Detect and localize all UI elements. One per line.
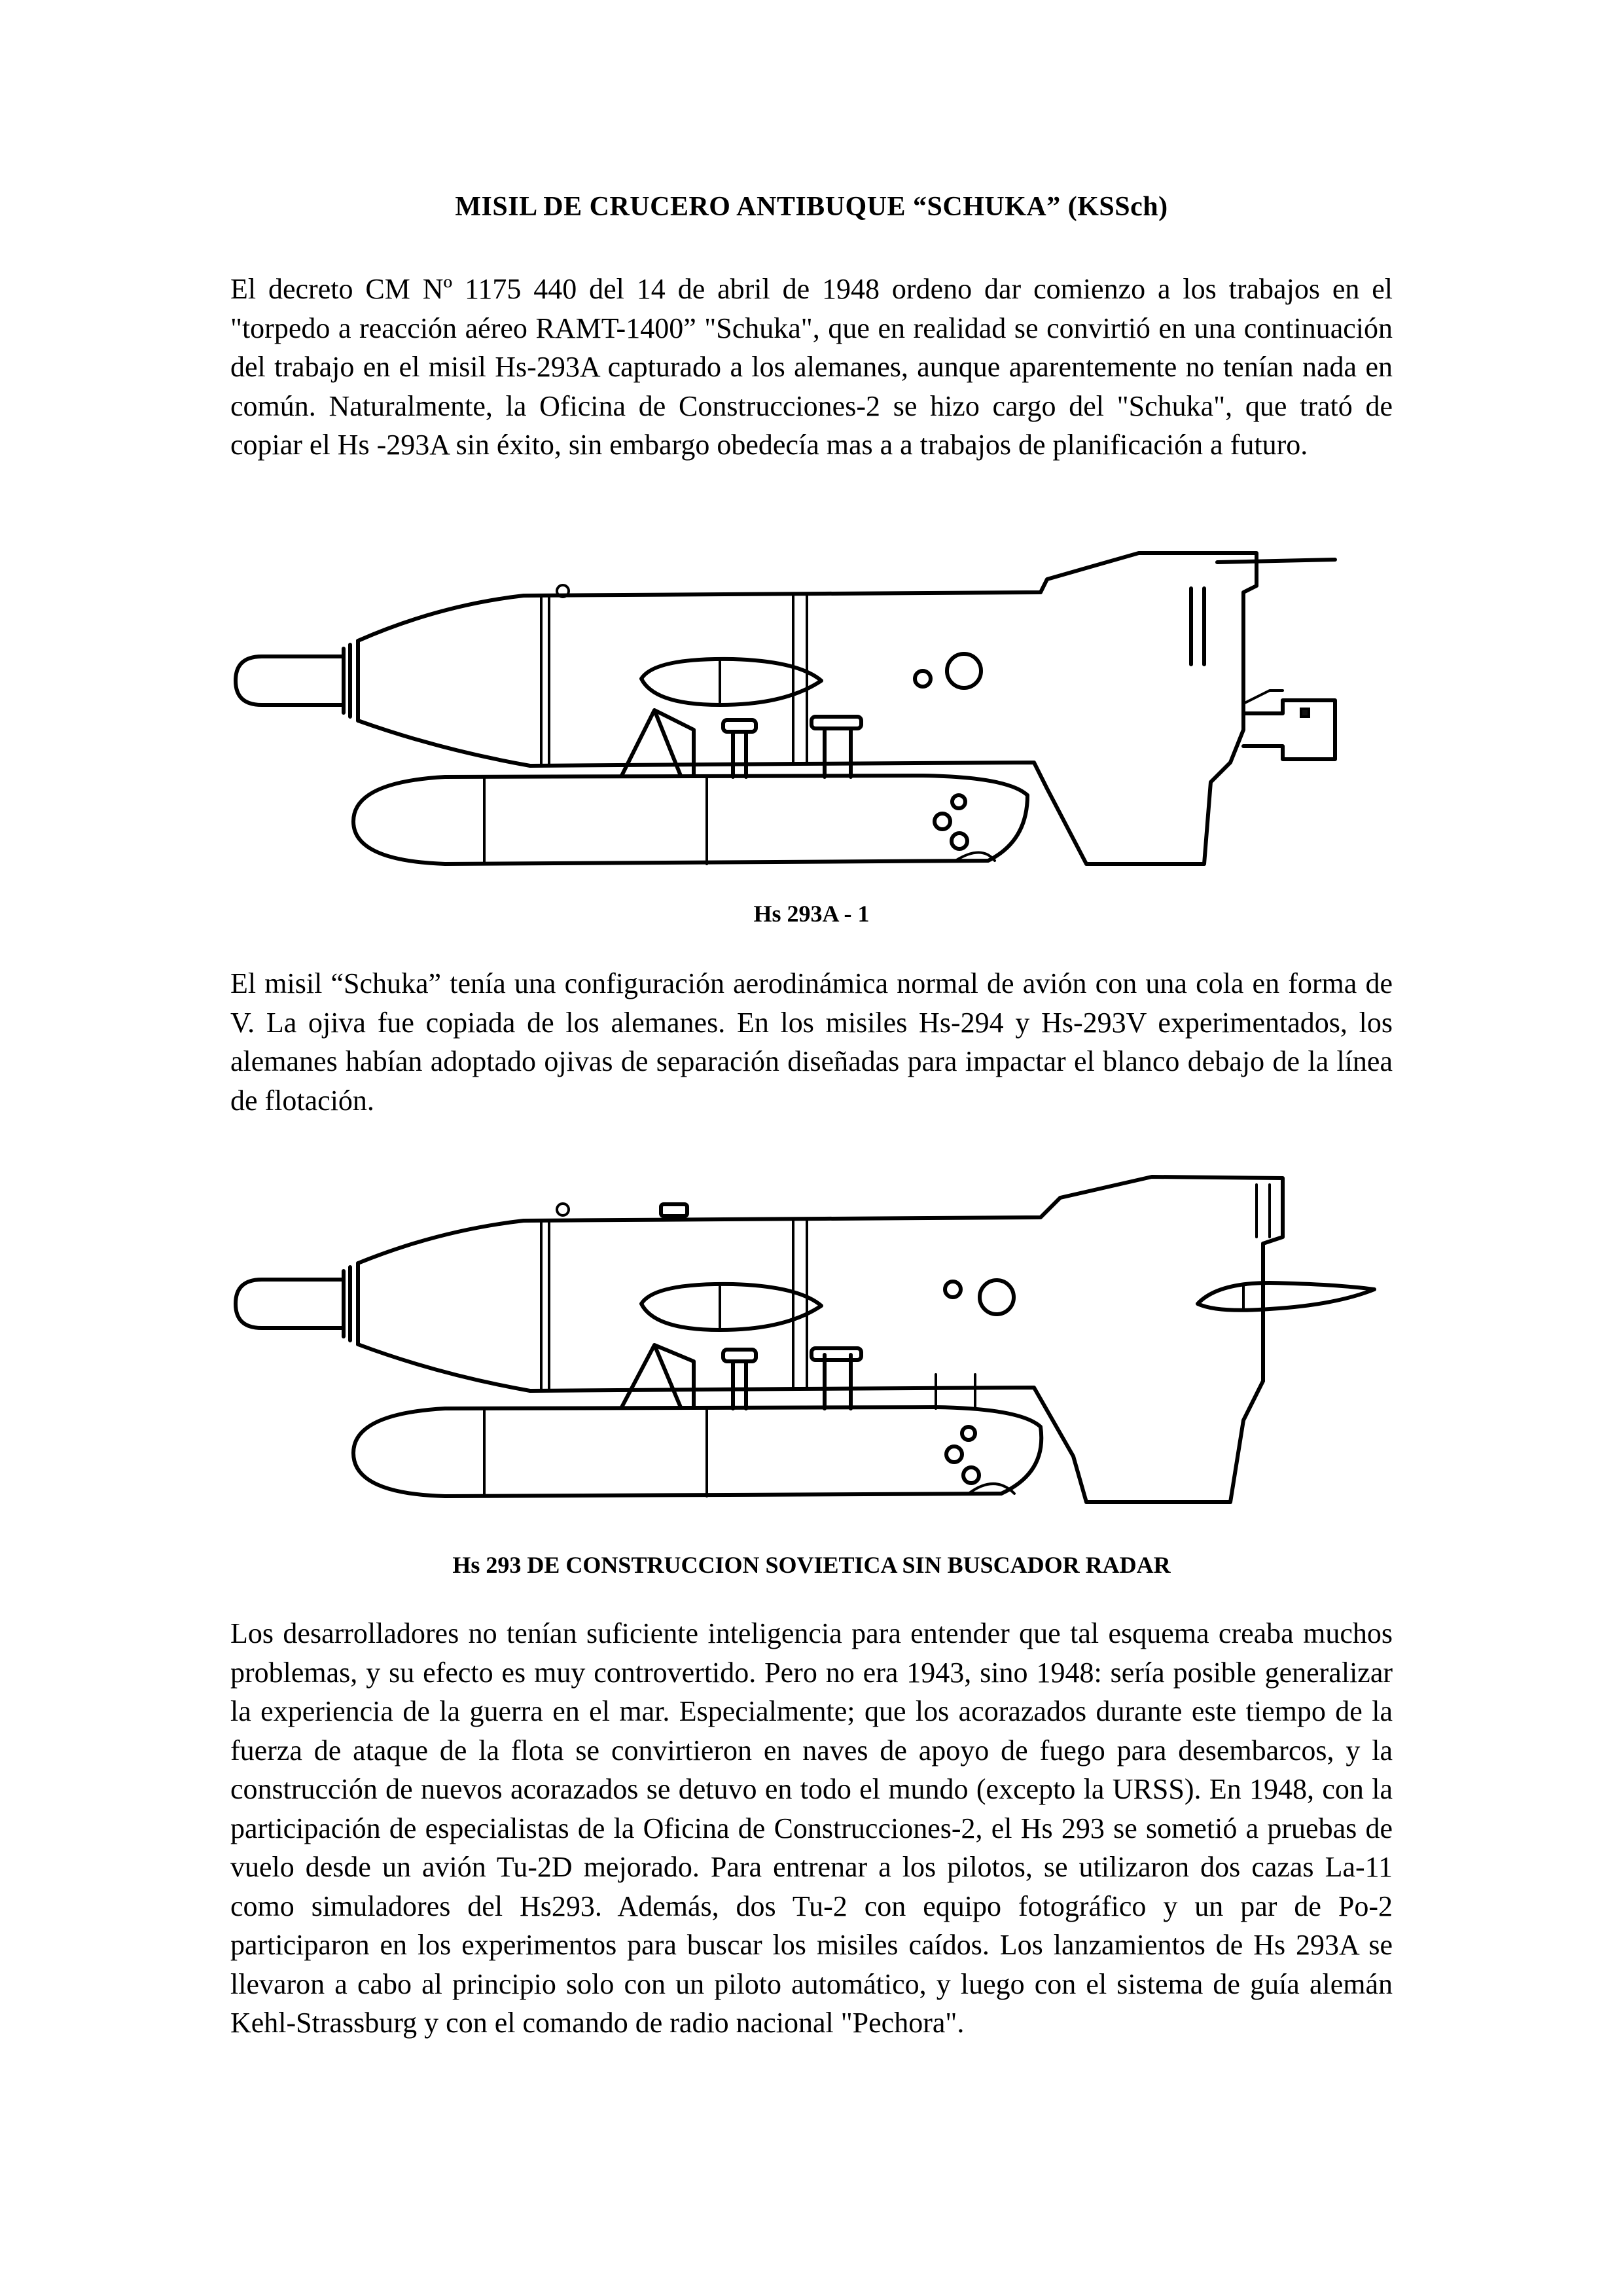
paragraph-configuration: El misil “Schuka” tenía una configuración aerodinámica normal de avión con una cola en forma de V. La ojiva fue copiada de los alemanes. En los misiles Hs-294 y Hs-293V experimentados, los alemanes habían adoptado ojivas de separación diseñadas para impactar el blanco debajo de la línea de flotación. <box>230 967 1393 1117</box>
figure-hs293-soviet <box>223 1158 1400 1554</box>
missile-drawing-hs293-soviet <box>223 1158 1400 1551</box>
missile-drawing-hs293a <box>223 533 1400 900</box>
figure-caption-2: Hs 293 DE CONSTRUCCION SOVIETICA SIN BUSCADOR RADAR <box>452 1552 1171 1578</box>
figure-caption-1: Hs 293A - 1 <box>753 901 870 927</box>
paragraph-development: Los desarrolladores no tenían suficiente inteligencia para entender que tal esquema creaba muchos problemas, y su efecto es muy controvertido. Pero no era 1943, sino 1948: sería posible generalizar la experiencia de la guerra en el mar. Especialmente; que los acorazados durante este tiempo de la fuerza de ataque de la flota se convirtieron en naves de apoyo de fuego para desembarcos, y la construcción de nuevos acorazados se detuvo en todo el mundo (excepto la URSS). En 1948, con la participación de especialistas de la Oficina de Construcciones-2, el Hs 293 se sometió a pruebas de vuelo desde un avión Tu-2D mejorado. Para entrenar a los pilotos, se utilizaron dos cazas La-11 como simuladores del Hs293. Además, dos Tu-2 con equipo fotográfico y un par de Po-2 participaron en los experimentos para buscar los misiles caídos. Los lanzamientos de Hs 293A se llevaron a cabo al principio solo con un piloto automático, y luego con el sistema de guía alemán Kehl-Strassburg y con el comando de radio nacional "Pechora". <box>230 1617 1393 2039</box>
paragraph-intro: El decreto CM Nº 1175 440 del 14 de abril de 1948 ordeno dar comienzo a los trabajos en el "torpedo a reacción aéreo RAMT-1400” "Schuka", que en realidad se convirtió en una continuación del trabajo en el misil Hs-293A capturado a los alemanes, aunque aparentemente no tenían nada en común. Naturalmente, la Oficina de Construcciones-2 se hizo cargo del "Schuka", que trató de copiar el Hs -293A sin éxito, sin embargo obedecía mas a a trabajos de planificación a futuro. <box>230 273 1393 461</box>
document-title: MISIL DE CRUCERO ANTIBUQUE “SCHUKA” (KSSch) <box>455 192 1168 222</box>
figure-hs293a-1 <box>223 533 1400 903</box>
